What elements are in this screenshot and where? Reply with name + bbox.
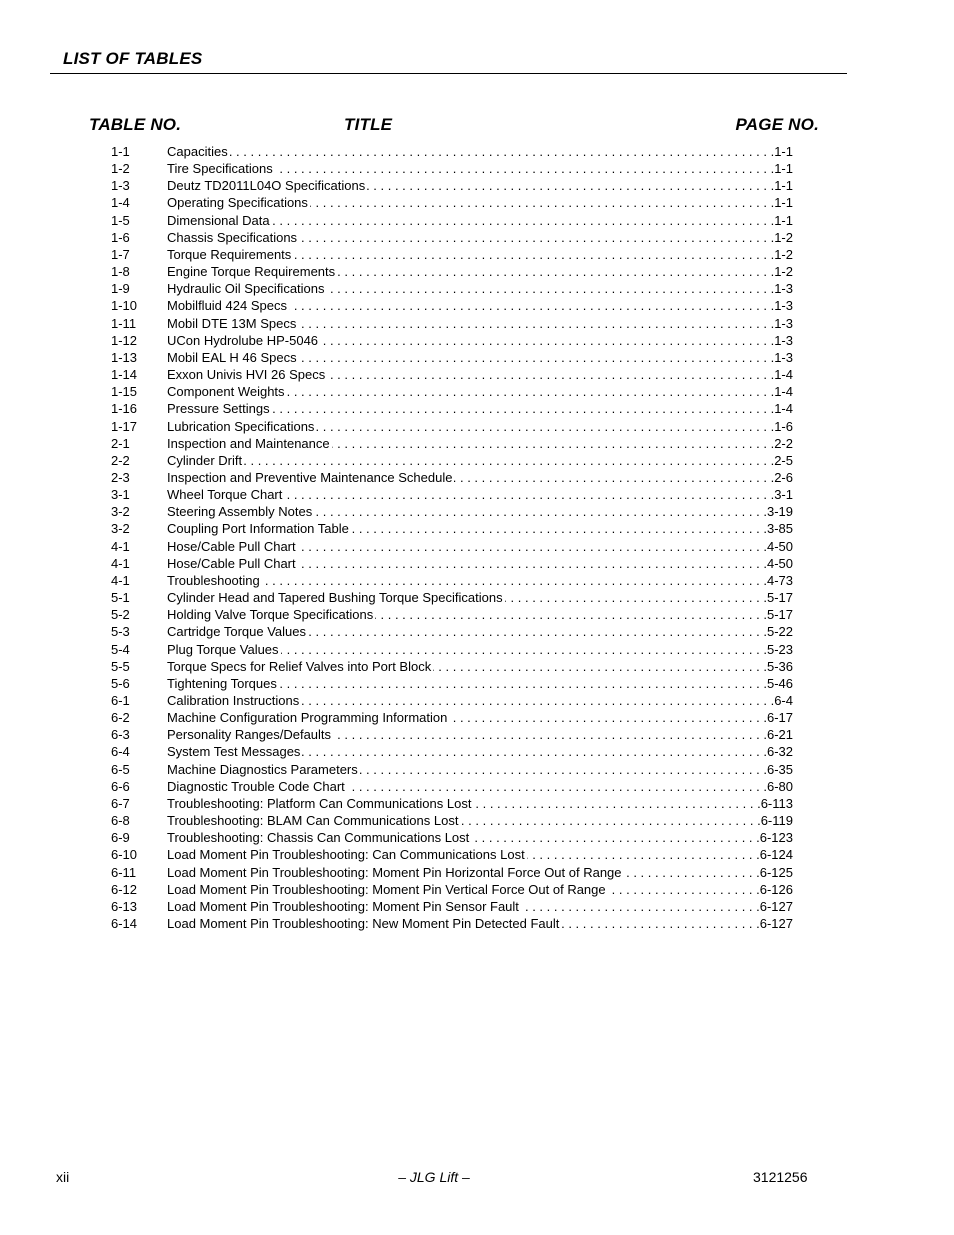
table-number: 6-14 (111, 916, 138, 932)
table-number: 2-1 (111, 435, 130, 451)
dot-leader (308, 623, 767, 640)
entry-line (167, 177, 793, 194)
dot-leader (314, 503, 767, 520)
table-number: 2-3 (111, 469, 130, 485)
table-title: Inspection and Maintenance (167, 435, 330, 451)
table-title: Troubleshooting: BLAM Can Communications Lost (167, 813, 459, 829)
list-item[interactable] (0, 229, 954, 246)
table-number: 3-2 (111, 504, 130, 520)
list-item[interactable] (0, 812, 954, 829)
dot-leader (360, 761, 767, 778)
entry-line (167, 743, 793, 760)
page-number: 1-3 (774, 349, 793, 365)
page-number: 1-3 (774, 281, 793, 297)
list-item[interactable] (0, 332, 954, 349)
entry-line (167, 709, 793, 726)
table-number: 6-7 (111, 795, 130, 811)
entry-line (167, 778, 793, 795)
table-title: Calibration Instructions (167, 693, 300, 708)
dot-leader (299, 229, 774, 246)
table-number: 2-2 (111, 452, 130, 468)
table-number: 5-2 (111, 607, 130, 623)
table-number: 1-15 (111, 384, 138, 400)
entry-line (167, 898, 793, 915)
table-title: Cylinder Head and Tapered Bushing Torque Specifications (167, 590, 503, 606)
page-number: 1-4 (774, 401, 793, 417)
entry-line (167, 366, 793, 383)
dot-leader (316, 418, 774, 435)
entry-line (167, 675, 793, 692)
entry-line (167, 297, 793, 314)
dot-leader (279, 675, 767, 692)
table-title: Torque Specs for Relief Valves into Port Block (167, 658, 432, 674)
table-number: 1-9 (111, 281, 130, 297)
table-title: Component Weights (167, 384, 285, 400)
page-number: 3-85 (766, 521, 793, 537)
dot-leader (272, 212, 775, 229)
dot-leader (293, 246, 774, 263)
table-title: Torque Requirements (167, 246, 292, 262)
table-number: 6-9 (111, 830, 130, 846)
table-number: 5-6 (111, 675, 130, 691)
list-item[interactable] (0, 709, 954, 726)
table-number: 1-10 (111, 298, 138, 314)
table-title: Machine Configuration Programming Information (167, 710, 448, 726)
table-title: Plug Torque Values (167, 641, 279, 657)
table-title: Holding Valve Torque Specifications (167, 607, 374, 623)
column-header-title: TITLE (344, 115, 393, 134)
table-number: 6-2 (111, 710, 130, 726)
table-title: Mobilfluid 424 Specs (167, 298, 287, 314)
dot-leader (244, 452, 774, 469)
list-item[interactable] (0, 555, 954, 572)
page-number: 2-5 (774, 452, 793, 468)
table-title: Cartridge Torque Values (167, 624, 306, 640)
table-title: UCon Hydrolube HP-5046 (167, 332, 319, 348)
table-number: 4-1 (111, 538, 130, 554)
table-number: 1-12 (111, 332, 138, 348)
dot-leader (351, 520, 767, 537)
page-number: 6-127 (759, 916, 793, 932)
dot-leader (333, 726, 767, 743)
table-number: 1-5 (111, 212, 130, 228)
list-item[interactable] (0, 383, 954, 400)
table-title: Troubleshooting (167, 572, 260, 588)
table-number: 6-5 (111, 761, 130, 777)
table-number: 1-8 (111, 264, 130, 280)
footer-document-number: 3121256 (753, 1169, 808, 1185)
dot-leader (337, 263, 774, 280)
page-number: 6-125 (759, 864, 793, 880)
list-item[interactable] (0, 743, 954, 760)
footer-page-number: xii (56, 1169, 70, 1185)
dot-leader (327, 280, 775, 297)
dot-leader (527, 846, 760, 863)
table-list (0, 143, 954, 932)
list-item[interactable] (0, 503, 954, 520)
entry-line (167, 795, 793, 812)
page-number: 6-126 (759, 881, 793, 897)
dot-leader (298, 555, 767, 572)
list-item[interactable] (0, 349, 954, 366)
dot-leader (289, 297, 774, 314)
table-number: 5-5 (111, 658, 130, 674)
page-number: 5-17 (766, 590, 793, 606)
table-title: Mobil DTE 13M Specs (167, 315, 297, 331)
entry-line (167, 829, 793, 846)
table-number: 1-11 (111, 315, 137, 331)
table-title: Engine Torque Requirements (167, 264, 336, 280)
list-item[interactable] (0, 160, 954, 177)
table-number: 5-1 (111, 590, 130, 606)
entry-line (167, 263, 793, 280)
table-title: Hose/Cable Pull Chart (167, 555, 296, 571)
page-number: 1-6 (774, 418, 793, 434)
table-number: 6-13 (111, 898, 138, 914)
entry-line (167, 572, 793, 589)
page-number: 1-3 (774, 332, 793, 348)
entry-line (167, 486, 793, 503)
table-title: Troubleshooting: Platform Can Communications Lost (167, 795, 472, 811)
entry-line (167, 881, 793, 898)
table-title: Chassis Specifications (167, 229, 298, 245)
page-number: 6-124 (759, 847, 793, 863)
table-title: Troubleshooting: Chassis Can Communications Lost (167, 830, 470, 846)
page-number: 6-35 (766, 761, 793, 777)
page-number: 5-46 (766, 675, 793, 691)
entry-line (167, 538, 793, 555)
table-title: Capacities (167, 144, 228, 159)
table-title: Load Moment Pin Troubleshooting: Moment Pin Vertical Force Out of Range (167, 881, 606, 897)
entry-line (167, 915, 793, 932)
page-number: 1-1 (774, 144, 793, 159)
entry-line (167, 246, 793, 263)
table-title: Cylinder Drift (167, 452, 243, 468)
table-number: 3-2 (111, 521, 130, 537)
table-title: Coupling Port Information Table (167, 521, 349, 537)
entry-line (167, 520, 793, 537)
dot-leader (298, 315, 774, 332)
dot-leader (505, 589, 767, 606)
table-title: Inspection and Preventive Maintenance Schedule (167, 469, 453, 485)
table-number: 4-1 (111, 555, 130, 571)
dot-leader (454, 469, 774, 486)
dot-leader (302, 743, 767, 760)
table-title: Machine Diagnostics Parameters (167, 761, 358, 777)
dot-leader (471, 829, 759, 846)
dot-leader (473, 795, 760, 812)
dot-leader (287, 383, 775, 400)
table-number: 6-1 (111, 693, 130, 708)
page-number: 6-123 (759, 830, 793, 846)
list-item[interactable] (0, 297, 954, 314)
dot-leader (281, 641, 767, 658)
list-item[interactable] (0, 452, 954, 469)
list-item[interactable] (0, 572, 954, 589)
list-item[interactable] (0, 692, 954, 709)
dot-leader (230, 143, 775, 160)
list-item[interactable] (0, 486, 954, 503)
entry-line (167, 418, 793, 435)
entry-line (167, 383, 793, 400)
entry-line (167, 435, 793, 452)
dot-leader (327, 366, 774, 383)
table-number: 1-13 (111, 349, 138, 365)
list-item[interactable] (0, 881, 954, 898)
list-item[interactable] (0, 366, 954, 383)
page-number: 1-2 (774, 264, 793, 280)
entry-line (167, 812, 793, 829)
entry-line (167, 692, 793, 709)
table-number: 1-7 (111, 246, 130, 262)
entry-line (167, 846, 793, 863)
page-number: 5-22 (766, 624, 793, 640)
dot-leader (301, 692, 774, 709)
entry-line (167, 143, 793, 160)
entry-line (167, 400, 793, 417)
dot-leader (460, 812, 760, 829)
entry-line (167, 452, 793, 469)
list-item[interactable] (0, 829, 954, 846)
table-title: Tire Specifications (167, 161, 273, 177)
dot-leader (284, 486, 774, 503)
table-number: 4-1 (111, 572, 130, 588)
dot-leader (262, 572, 767, 589)
dot-leader (347, 778, 767, 795)
dot-leader (310, 194, 774, 211)
entry-line (167, 864, 793, 881)
entry-line (167, 469, 793, 486)
entry-line (167, 641, 793, 658)
list-item[interactable] (0, 315, 954, 332)
dot-leader (449, 709, 767, 726)
table-title: Load Moment Pin Troubleshooting: Can Communications Lost (167, 847, 525, 863)
table-title: Tightening Torques (167, 675, 277, 691)
table-number: 1-2 (111, 161, 130, 177)
table-title: Lubrication Specifications (167, 418, 315, 434)
list-item[interactable] (0, 795, 954, 812)
table-number: 1-3 (111, 178, 130, 194)
page-number: 6-119 (760, 813, 793, 829)
list-item[interactable] (0, 778, 954, 795)
page-number: 1-3 (774, 315, 793, 331)
table-title: Load Moment Pin Troubleshooting: Moment Pin Horizontal Force Out of Range (167, 864, 622, 880)
dot-leader (275, 160, 774, 177)
table-number: 6-11 (111, 864, 137, 880)
list-item[interactable] (0, 400, 954, 417)
table-number: 1-16 (111, 401, 138, 417)
list-item[interactable] (0, 143, 954, 160)
list-item[interactable] (0, 898, 954, 915)
entry-line (167, 726, 793, 743)
list-item[interactable] (0, 658, 954, 675)
list-item[interactable] (0, 520, 954, 537)
column-header-page-no: PAGE NO. (735, 115, 819, 134)
table-number: 1-14 (111, 367, 138, 383)
entry-line (167, 229, 793, 246)
page-number: 1-2 (774, 246, 793, 262)
entry-line (167, 212, 793, 229)
page-number: 1-4 (774, 367, 793, 383)
dot-leader (521, 898, 760, 915)
list-item[interactable] (0, 469, 954, 486)
page-number: 5-23 (766, 641, 793, 657)
page-number: 1-1 (774, 212, 793, 228)
list-item[interactable] (0, 846, 954, 863)
table-number: 6-10 (111, 847, 138, 863)
table-title: Hose/Cable Pull Chart (167, 538, 296, 554)
list-item[interactable] (0, 761, 954, 778)
list-item[interactable] (0, 675, 954, 692)
entry-line (167, 761, 793, 778)
entry-line (167, 194, 793, 211)
page-number: 6-4 (774, 693, 793, 708)
column-header-table-no: TABLE NO. (89, 115, 182, 134)
entry-line (167, 589, 793, 606)
page-number: 1-3 (774, 298, 793, 314)
dot-leader (320, 332, 774, 349)
entry-line (167, 160, 793, 177)
page-number: 6-127 (759, 898, 793, 914)
list-item[interactable] (0, 538, 954, 555)
table-title: Personality Ranges/Defaults (167, 727, 332, 743)
table-title: System Test Messages (167, 744, 301, 760)
page-number: 6-32 (766, 744, 793, 760)
dot-leader (375, 606, 767, 623)
table-number: 6-12 (111, 881, 138, 897)
page-number: 6-21 (766, 727, 793, 743)
entry-line (167, 555, 793, 572)
page-number: 5-36 (766, 658, 793, 674)
dot-leader (608, 881, 760, 898)
page-number: 1-1 (774, 161, 793, 177)
list-item[interactable] (0, 726, 954, 743)
dot-leader (433, 658, 767, 675)
list-item[interactable] (0, 418, 954, 435)
entry-line (167, 280, 793, 297)
page-number: 5-17 (766, 607, 793, 623)
page-number: 1-4 (774, 384, 793, 400)
table-number: 3-1 (111, 487, 130, 503)
table-title: Mobil EAL H 46 Specs (167, 349, 297, 365)
page-number: 6-17 (766, 710, 793, 726)
list-item[interactable] (0, 212, 954, 229)
list-item[interactable] (0, 177, 954, 194)
entry-line (167, 349, 793, 366)
table-title: Dimensional Data (167, 212, 270, 228)
page-number: 1-2 (774, 229, 793, 245)
table-number: 6-8 (111, 813, 130, 829)
table-number: 6-3 (111, 727, 130, 743)
table-title: Exxon Univis HVI 26 Specs (167, 367, 326, 383)
table-title: Load Moment Pin Troubleshooting: New Moment Pin Detected Fault (167, 916, 560, 932)
table-title: Diagnostic Trouble Code Chart (167, 778, 345, 794)
table-number: 6-6 (111, 778, 130, 794)
dot-leader (272, 400, 775, 417)
list-item[interactable] (0, 589, 954, 606)
table-title: Pressure Settings (167, 401, 270, 417)
table-number: 1-1 (111, 144, 130, 159)
table-title: Hydraulic Oil Specifications (167, 281, 325, 297)
list-item[interactable] (0, 280, 954, 297)
entry-line (167, 606, 793, 623)
dot-leader (299, 349, 775, 366)
list-item[interactable] (0, 623, 954, 640)
table-number: 5-3 (111, 624, 130, 640)
page-number: 6-113 (760, 795, 793, 811)
list-item[interactable] (0, 263, 954, 280)
entry-line (167, 503, 793, 520)
dot-leader (332, 435, 775, 452)
entry-line (167, 332, 793, 349)
page-number: 3-19 (766, 504, 793, 520)
entry-line (167, 315, 793, 332)
table-title: Load Moment Pin Troubleshooting: Moment Pin Sensor Fault (167, 898, 519, 914)
page-number: 4-50 (766, 538, 793, 554)
table-title: Steering Assembly Notes (167, 504, 313, 520)
entry-line (167, 658, 793, 675)
list-item[interactable] (0, 435, 954, 452)
footer-publisher: – JLG Lift – (398, 1169, 470, 1185)
entry-line (167, 623, 793, 640)
page-number: 6-80 (766, 778, 793, 794)
page-number: 1-1 (774, 195, 793, 211)
table-number: 1-17 (111, 418, 138, 434)
page-number: 4-50 (766, 555, 793, 571)
table-number: 6-4 (111, 744, 130, 760)
table-title: Operating Specifications (167, 195, 308, 211)
page-number: 1-1 (774, 178, 793, 194)
table-number: 1-6 (111, 229, 130, 245)
table-title: Wheel Torque Chart (167, 487, 283, 503)
page-number: 3-1 (774, 487, 793, 503)
list-item[interactable] (0, 864, 954, 881)
page-number: 2-2 (774, 435, 793, 451)
list-item[interactable] (0, 194, 954, 211)
list-item[interactable] (0, 246, 954, 263)
dot-leader (367, 177, 774, 194)
page-number: 4-73 (766, 572, 793, 588)
section-title: LIST OF TABLES (63, 49, 203, 68)
table-number: 5-4 (111, 641, 130, 657)
header-rule (50, 73, 847, 74)
dot-leader (561, 915, 759, 932)
list-item[interactable] (0, 915, 954, 932)
page-number: 2-6 (774, 469, 793, 485)
table-title: Deutz TD2011L04O Specifications (167, 178, 366, 194)
table-number: 1-4 (111, 195, 130, 211)
dot-leader (624, 864, 760, 881)
list-item[interactable] (0, 606, 954, 623)
list-item[interactable] (0, 641, 954, 658)
dot-leader (298, 538, 767, 555)
